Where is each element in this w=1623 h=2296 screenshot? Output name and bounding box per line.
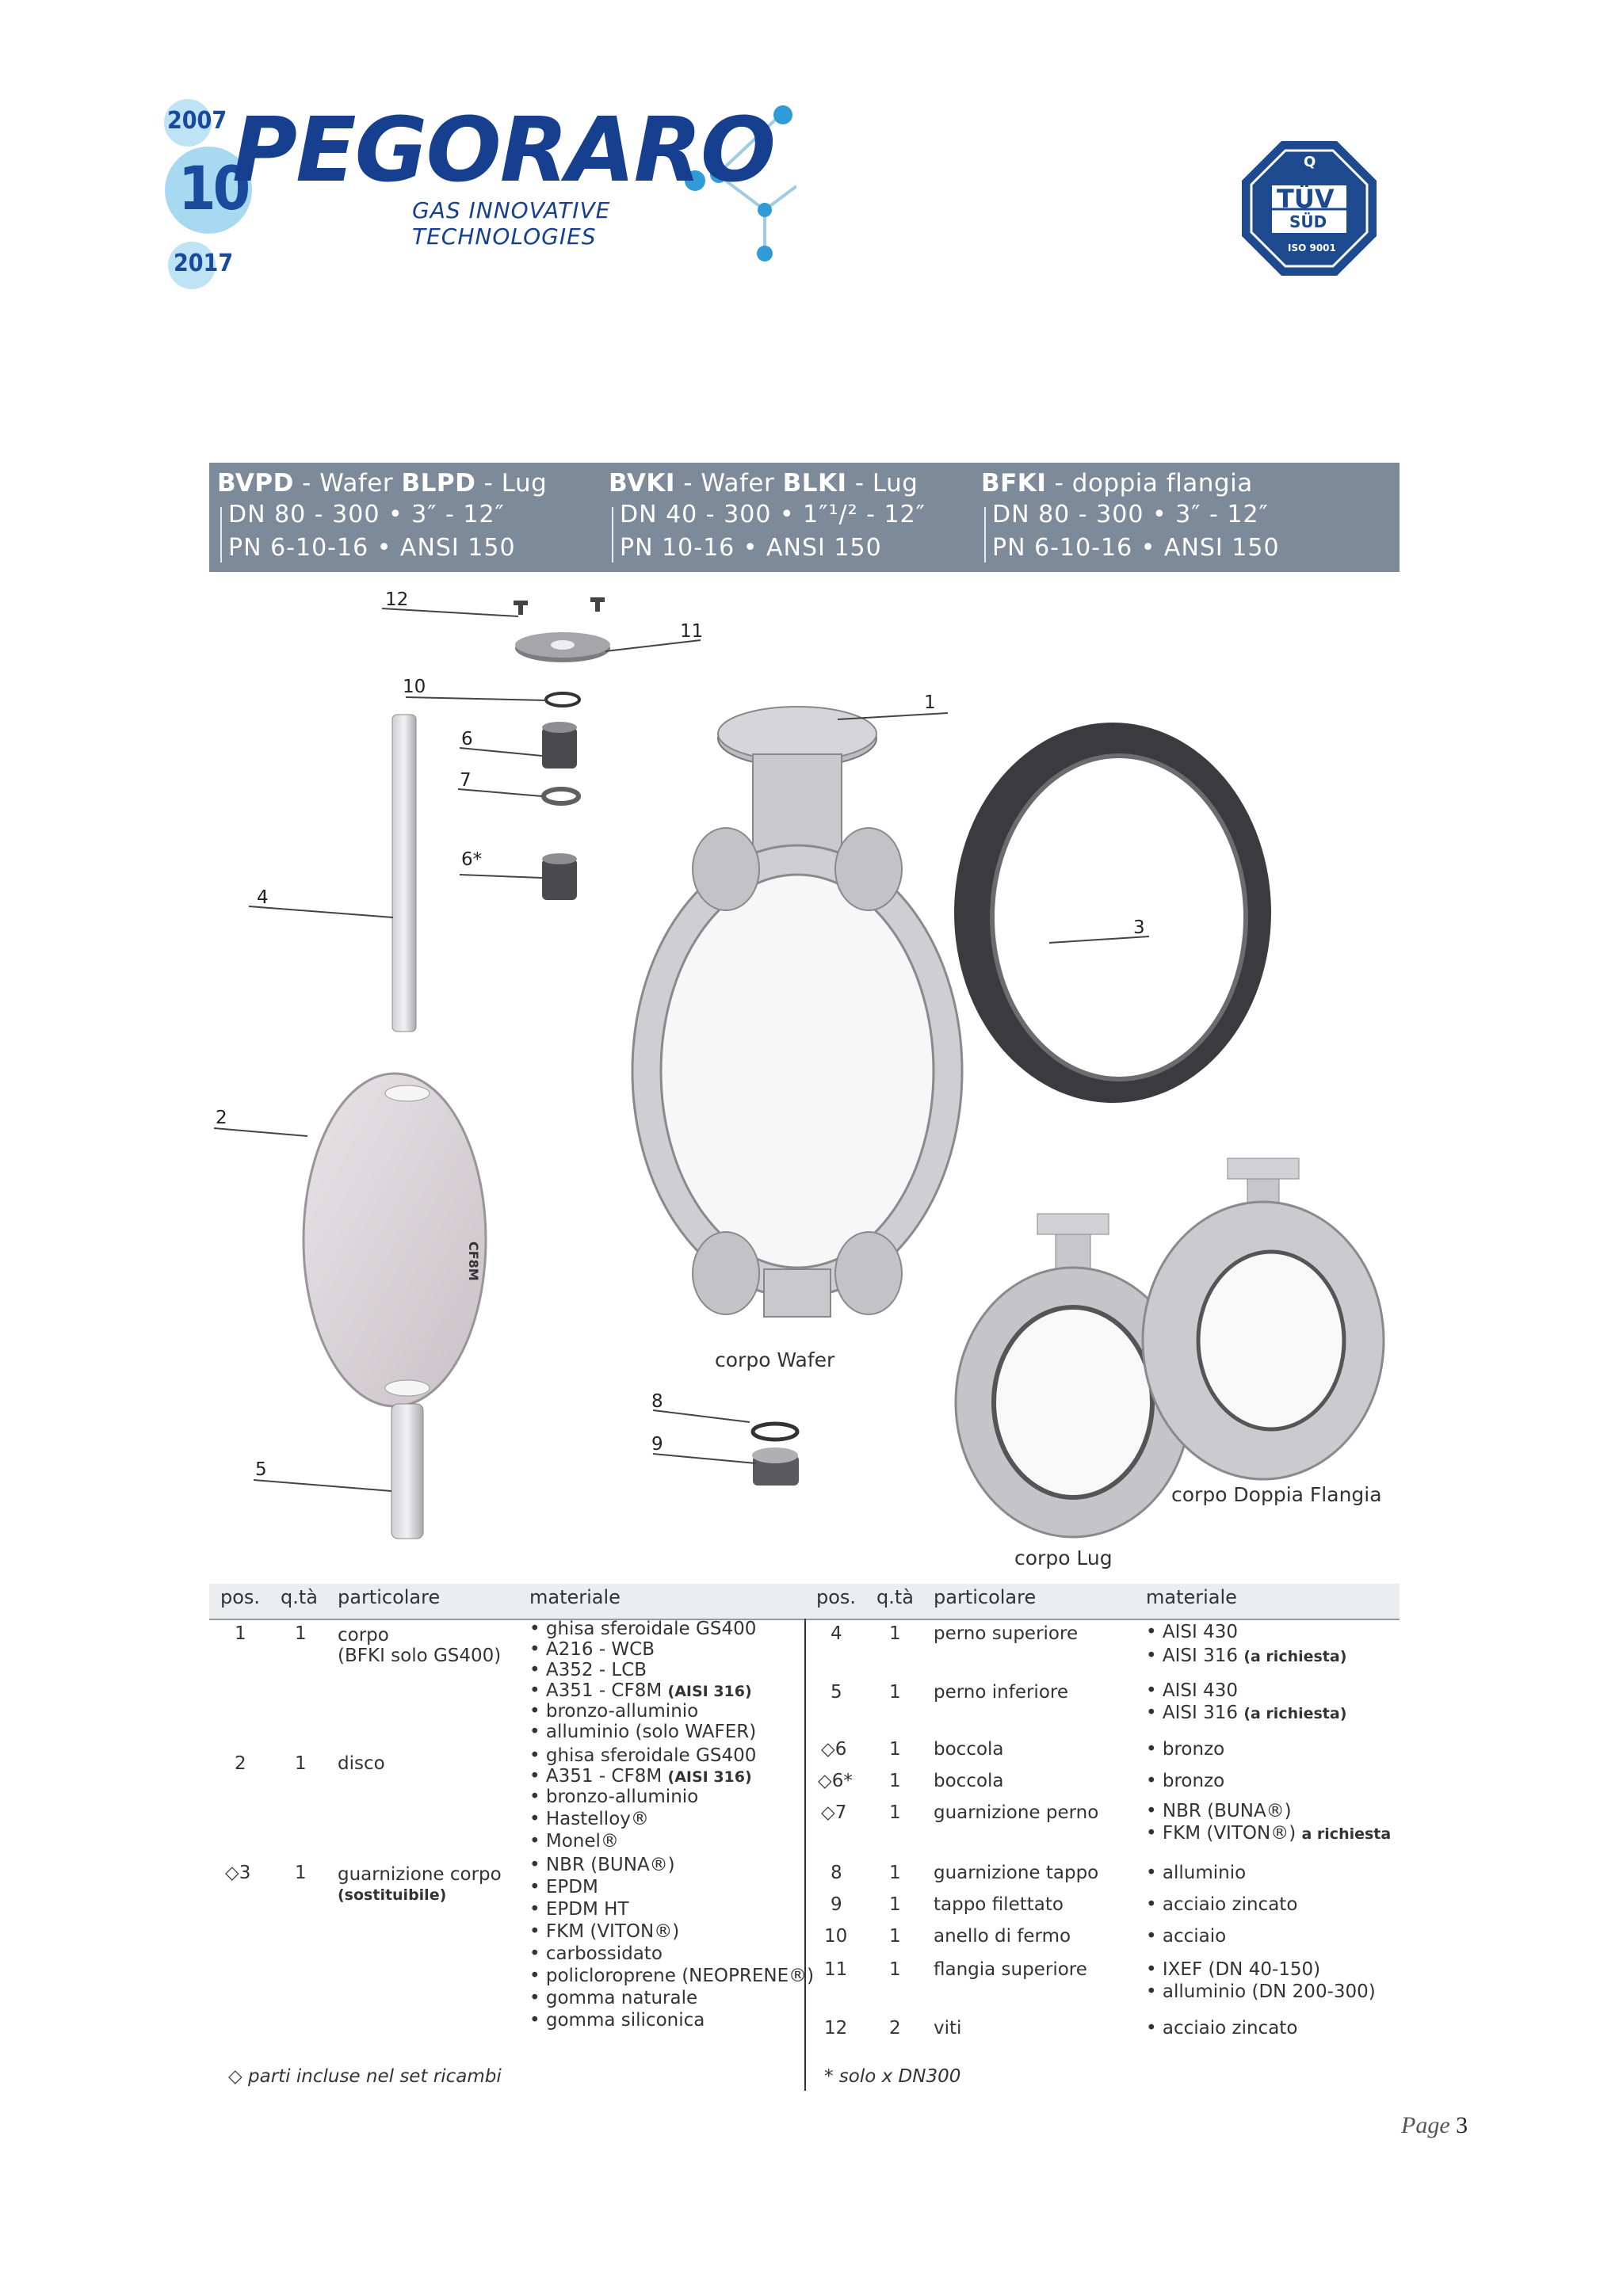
callout: 1: [924, 692, 936, 713]
callout: 3: [1133, 917, 1145, 938]
anniversary-years: 10: [178, 153, 248, 223]
band-col-bvki: [601, 463, 973, 572]
disc-marking: CF8M: [466, 1241, 481, 1281]
band-dn: DN 80 - 300 • 3″ - 12″: [228, 501, 505, 528]
product-range-band: [209, 463, 1400, 572]
callout: 2: [216, 1108, 227, 1128]
callout: 6*: [461, 849, 483, 870]
band-pn: PN 6-10-16 • ANSI 150: [228, 534, 516, 562]
band-title: BFKI - doppia flangia: [981, 469, 1253, 498]
footnote-dn300: * solo x DN300: [824, 2066, 961, 2087]
band-title: BVKI - Wafer BLKI - Lug: [609, 469, 918, 498]
anniversary-end-year: 2017: [174, 250, 234, 277]
col-header-pos: pos.: [816, 1586, 857, 1608]
caption-wafer: corpo Wafer: [715, 1348, 835, 1371]
band-col-bvpd: [209, 463, 601, 572]
caption-lug: corpo Lug: [1014, 1547, 1113, 1569]
company-logo: [162, 99, 796, 289]
liner-part-3: [954, 723, 1271, 1103]
table-divider: [804, 1619, 806, 2091]
col-header-part: particolare: [934, 1586, 1037, 1608]
col-header-material: materiale: [1146, 1586, 1237, 1608]
col-header-qty: q.tà: [876, 1586, 914, 1608]
footnote-spare-parts: ◇ parti incluse nel set ricambi: [228, 2066, 502, 2087]
cert-tuv: TÜV: [1277, 184, 1335, 214]
callout: 8: [651, 1391, 663, 1412]
callout: 9: [651, 1434, 663, 1455]
wafer-body-part-1: [632, 707, 962, 1317]
band-pn: PN 6-10-16 • ANSI 150: [992, 534, 1280, 562]
callout: 5: [255, 1459, 267, 1480]
col-header-pos: pos.: [220, 1586, 261, 1608]
brand-name: PEGORARO: [232, 99, 775, 202]
band-title: BVPD - Wafer BLPD - Lug: [217, 469, 548, 498]
callout: 7: [460, 770, 472, 791]
double-flange-body-illustration: [1143, 1158, 1384, 1479]
brand-tagline: GAS INNOVATIVE TECHNOLOGIES: [412, 197, 611, 250]
callout: 4: [257, 887, 269, 908]
band-dn: DN 40 - 300 • 1″¹/² - 12″: [620, 501, 926, 528]
cert-iso: ISO 9001: [1288, 242, 1336, 254]
col-header-part: particolare: [338, 1586, 441, 1608]
callout: 10: [403, 677, 426, 697]
cert-sud: SÜD: [1289, 212, 1327, 231]
band-col-bfki: [973, 463, 1400, 572]
band-dn: DN 80 - 300 • 3″ - 12″: [992, 501, 1269, 528]
callout: 12: [385, 589, 409, 610]
callout: 6: [461, 729, 473, 749]
cert-q: Q: [1304, 154, 1316, 170]
page-number: Page 3: [1401, 2112, 1468, 2138]
caption-double-flange: corpo Doppia Flangia: [1171, 1483, 1382, 1506]
tuv-certification-logo: [1242, 141, 1377, 276]
band-pn: PN 10-16 • ANSI 150: [620, 534, 882, 562]
col-header-qty: q.tà: [281, 1586, 318, 1608]
exploded-view-drawing: [209, 572, 1400, 1572]
col-header-material: materiale: [529, 1586, 621, 1608]
screws-part-12: [514, 597, 605, 615]
callout: 11: [680, 621, 704, 642]
anniversary-start-year: 2007: [167, 107, 227, 135]
